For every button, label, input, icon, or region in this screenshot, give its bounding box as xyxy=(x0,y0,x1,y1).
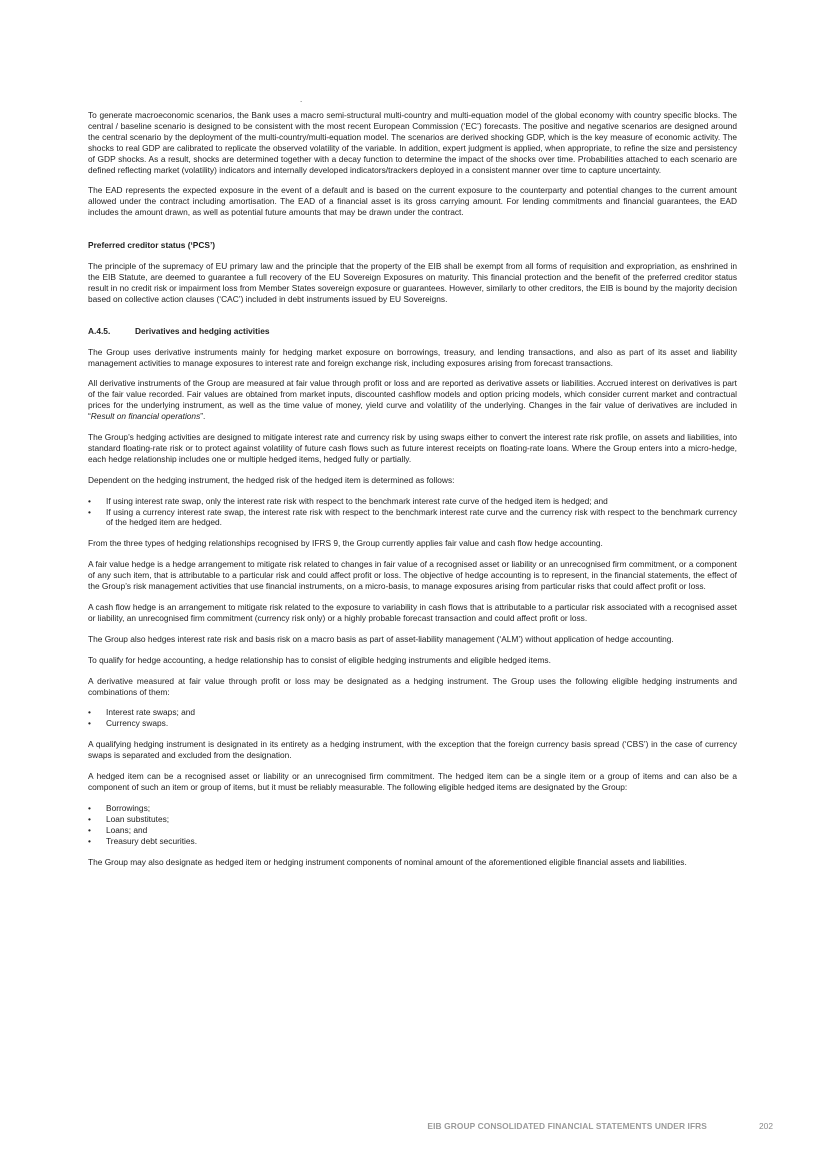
paragraph-ifrs9: From the three types of hedging relationships recognised by IFRS 9, the Group currently applies fair value and cash flow hedge accounting. xyxy=(88,538,603,549)
document-body xyxy=(88,110,737,877)
paragraph-hedged-risk-intro: Dependent on the hedging instrument, the hedged risk of the hedged item is determined as follows: xyxy=(88,474,455,485)
list-item: • Borrowings; xyxy=(88,803,737,814)
italic-reference: Result on financial operations xyxy=(90,411,201,422)
list-item: • Treasury debt securities. xyxy=(88,836,737,847)
paragraph-ead: The EAD represents the expected exposure in the event of a default and is based on the current exposure to the counterparty and potential changes to the current amount allowed under the contract including amortisation. The EAD of a financial asset is its gross carrying amount. For lending commitments and financial guarantees, the EAD includes the amount drawn, as well as potential future amounts that may be drawn under the contract. xyxy=(88,185,737,218)
list-item: • Currency swaps. xyxy=(88,718,737,729)
section-heading xyxy=(88,326,737,337)
heading-preferred-creditor-status: Preferred creditor status (‘PCS’) xyxy=(88,240,216,251)
bullet-list-instruments xyxy=(88,707,737,729)
paragraph-qualify: To qualify for hedge accounting, a hedge relationship has to consist of eligible hedging instruments and eligible hedged items. xyxy=(88,654,551,665)
paragraph-macro-scenarios: To generate macroeconomic scenarios, the Bank uses a macro semi-structural multi-country and multi-equation model of the global economy with country specific blocks. The central / baseline scenario is designed to be consistent with the most recent European Commission (‘EC’) forecasts. The positive and negative scenarios are designed around the central scenario by the deployment of the multi-country/multi-equation model. The scenarios are derived shocking GDP, which is the key measure of economic activity. The shocks to real GDP are calibrated to replicate the observed volatility of the variable. In addition, expert judgment is applied, when appropriate, to refine the size and persistency of GDP shocks. As a result, shocks are determined together with a decay function to determine the impact of the shocks over time. Probabilities attached to each scenario are defined reflecting market (volatility) indicators and internally developed indicators/trackers deployed in a consistent manner over time to capture uncertainty. xyxy=(88,110,737,175)
bullet-list-hedged-items xyxy=(88,803,737,847)
paragraph-cbs: A qualifying hedging instrument is designated in its entirety as a hedging instrument, with the exception that the foreign currency basis spread (‘CBS’) in the case of currency swaps is separated and excluded from the designation. xyxy=(88,739,737,761)
list-item: • If using a currency interest rate swap, the interest rate risk with respect to the benchmark interest rate curve and the currency risk with respect to the benchmark currency of the hedged item are hedged. xyxy=(88,507,737,529)
page-footer xyxy=(0,1121,825,1133)
paragraph-cash-flow-hedge: A cash flow hedge is an arrangement to mitigate risk related to the exposure to variability in cash flows that is attributable to a particular risk associated with a recognised asset or liability, an unrecognised firm commitment (currency risk only) or a highly probable forecast transaction and could affect profit or loss. xyxy=(88,602,737,623)
footer-title: EIB GROUP CONSOLIDATED FINANCIAL STATEMENTS UNDER IFRS xyxy=(427,1121,707,1131)
paragraph-derivative-usage: The Group uses derivative instruments mainly for hedging market exposure on borrowings, treasury, and lending transactions, and also as part of its asset and liability management activities to manage exposures to interest rate and foreign exchange risk, including exposures arising from forecast transactions. xyxy=(88,346,737,368)
paragraph-hedged-item: A hedged item can be a recognised asset or liability or an unrecognised firm commitment. The hedged item can be a single item or a group of items and can also be a component of such an item or group of items, but it must be reliably measurable. The following eligible hedged items are designated by the Group: xyxy=(88,771,737,792)
section-title: Derivatives and hedging activities xyxy=(135,325,270,336)
section-number: A.4.5. xyxy=(88,325,111,336)
paragraph-hedging-instruments: A derivative measured at fair value through profit or loss may be designated as a hedging instrument. The Group uses the following eligible hedging instruments and combinations of them: xyxy=(88,675,737,697)
paragraph-pcs: The principle of the supremacy of EU primary law and the principle that the property of the EIB shall be exempt from all forms of requisition and expropriation, as enshrined in the EIB Statute, are deemed to guarantee a full recovery of the EU Sovereign Exposures on maturity. This financial protection and the benefit of the preferred creditor status result in no credit risk or impairment loss from Member States sovereign exposure or guarantees. However, similarly to other creditors, the EIB is bound by the majority decision based on collective action clauses (‘CAC’) included in debt instruments issued by EU Sovereigns. xyxy=(88,261,737,304)
paragraph-macro-hedge: The Group also hedges interest rate risk and basis risk on a macro basis as part of asset-liability management (‘ALM’) without application of hedge accounting. xyxy=(88,633,674,644)
list-item: • Loans; and xyxy=(88,825,737,836)
list-item: • Interest rate swaps; and xyxy=(88,707,737,718)
page-number: 202 xyxy=(759,1121,773,1131)
paragraph-fair-value-hedge: A fair value hedge is a hedge arrangement to mitigate risk related to changes in fair value of a recognised asset or liability or an unrecognised firm commitment, or a component of any such item, that is attributable to a particular risk and could affect profit or loss. The objective of hedge accounting is to represent, in the financial statements, the effect of the Group’s risk management activities that use financial instruments, on a micro-basis, to manage exposures arising from particular risks that could affect profit or loss. xyxy=(88,559,737,592)
paragraph-fair-value-measurement: All derivative instruments of the Group are measured at fair value through profit or loss and are reported as derivative assets or liabilities. Accrued interest on derivatives is part of the fair value recorded. Fair values are obtained from market inputs, discounted cashflow models and option pricing models, which consider current market and contractual prices for the underlying instrument, as well as the time value of money, yield curve and volatility of the underlying. Changes in the fair value of derivatives are included in “Result on financial operations”. xyxy=(88,378,737,422)
list-item: • If using interest rate swap, only the interest rate risk with respect to the benchmark interest rate curve of the hedged item is hedged; and xyxy=(88,496,737,507)
paragraph-nominal-components: The Group may also designate as hedged item or hedging instrument components of nominal amount of the aforementioned eligible financial assets and liabilities. xyxy=(88,856,687,867)
paragraph-hedging-activities: The Group’s hedging activities are designed to mitigate interest rate and currency risk by using swaps either to convert the interest rate risk profile, on assets and liabilities, into standard floating-rate risk or to protect against volatility of future cash flows such as future interest receipts on floating-rate loans. Where the Group enters into a micro-hedge, each hedge relationship includes one or multiple hedged items, hedged fully or partially. xyxy=(88,432,737,464)
stray-dot: . xyxy=(300,95,303,104)
list-item: • Loan substitutes; xyxy=(88,814,737,825)
bullet-list-hedged-risk xyxy=(88,496,737,529)
